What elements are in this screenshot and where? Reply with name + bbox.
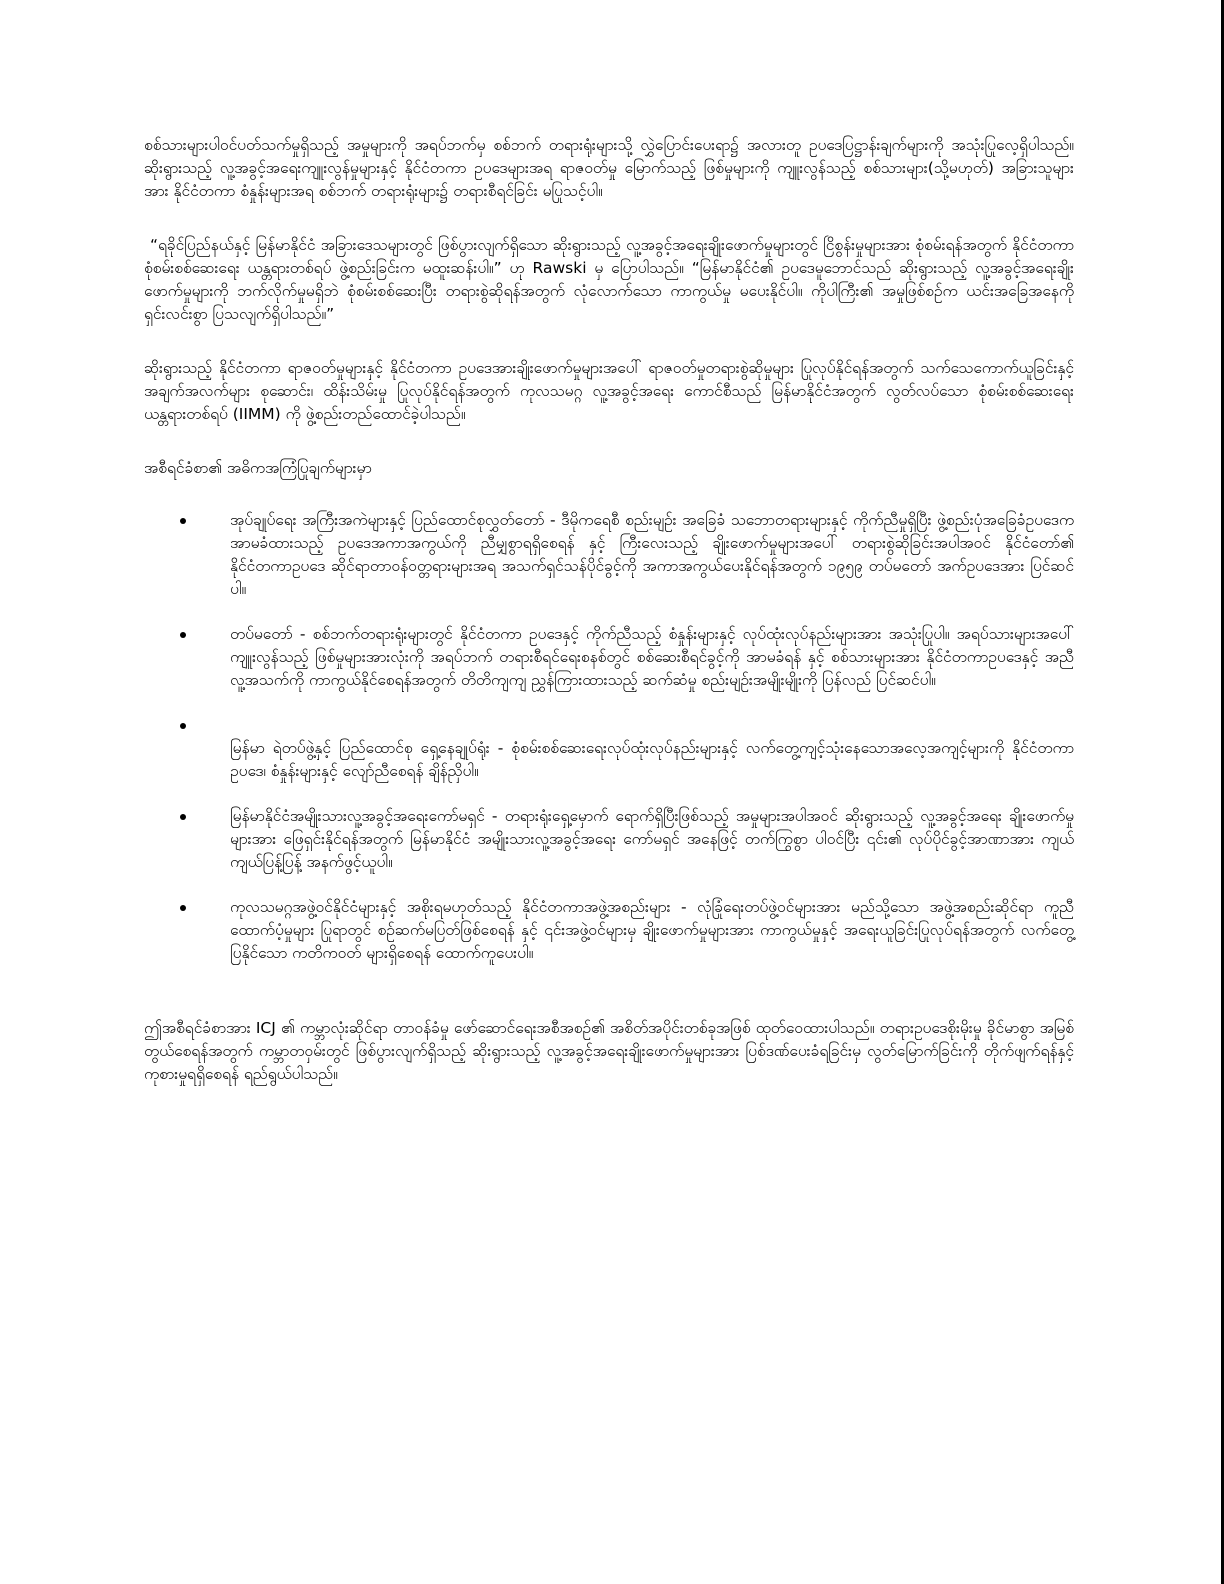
recommendation-item-empty-bullet: [144, 714, 1074, 737]
paragraph-iimm: ဆိုးရွားသည့် နိုင်ငံတကာ ရာဇဝတ်မှုများနှင့် နိုင်ငံတကာ ဥပဒေအားချိုးဖောက်မှုများအပေါ် ရာဇဝတ်မှုတရားစွဲဆိုမှုများ ပြုလုပ်နိုင်ရန်အတွက် သက်သေကောက်ယူခြင်းနှင့် အချက်အလက်များ စုဆောင်း၊ ထိန်းသိမ်းမှု ပြုလုပ်နိုင်ရန်အတွက် ကုလသမဂ္ဂ လူ့အခွင့်အရေး ကောင်စီသည် မြန်မာနိုင်ငံအတွက် လွတ်လပ်သော စုံစမ်းစစ်ဆေးရေး ယန္တရားတစ်ရပ် (IIMM) ကို ဖွဲ့စည်းတည်ထောင်ခဲ့ပါသည်။: [144, 359, 1074, 423]
recommendation-item-un-member-states: [144, 896, 1074, 965]
recommendation-text: အုပ်ချုပ်ရေး အကြီးအကဲများနှင့် ပြည်ထောင်စုလွှတ်တော် - ဒီမိုကရေစီ စည်းမျဉ်း အခြေခံ သဘောတရားများနှင့် ကိုက်ညီမှုရှိပြီး ဖွဲ့စည်းပုံအခြေခံဥပဒေက အာမခံထားသည့် ဥပဒေအကာအကွယ်ကို ညီမျှစွာရရှိစေရန် နှင့် ကြီးလေးသည့် ချိုးဖောက်မှုများအပေါ် တရားစွဲဆိုခြင်းအပါအဝင် နိုင်ငံတော်၏ နိုင်ငံတကာဥပဒေ ဆိုင်ရာတာဝန်ဝတ္တရားများအရ အသက်ရှင်သန်ပိုင်ခွင့်ကို အကာအကွယ်ပေးနိုင်ရန်အတွက် ၁၉၅၉ တပ်မတော် အက်ဥပဒေအား ပြင်ဆင်ပါ။: [230, 511, 1074, 598]
recommendation-item-executive-parliament: [144, 509, 1074, 601]
recommendation-item-mnhrc: [144, 805, 1074, 874]
recommendations-heading: အစီရင်ခံစာ၏ အဓိကအကြံပြုချက်များမှာ: [144, 459, 372, 477]
bullet-icon: [180, 723, 186, 729]
bullet-icon: [180, 905, 186, 911]
recommendation-text: တပ်မတော် - စစ်ဘက်တရားရုံးများတွင် နိုင်ငံတကာ ဥပဒေနှင့် ကိုက်ညီသည့် စံနှုန်းများနှင့် လုပ်ထုံးလုပ်နည်းများအား အသုံးပြုပါ။ အရပ်သားများအပေါ် ကျူးလွန်သည့် ဖြစ်မှုများအားလုံးကို အရပ်ဘက် တရားစီရင်ရေးစနစ်တွင် စစ်ဆေးစီရင်ခွင့်ကို အာမခံရန် နှင့် စစ်သားများအား နိုင်ငံတကာဥပဒေနှင့် အညီ လူ့အသက်ကို ကာကွယ်နိုင်စေရန်အတွက် တိတိကျကျ ညွှန်ကြားထားသည့် ဆက်ဆံမှု စည်းမျဉ်းအမျိုးမျိုးကို ပြန်လည် ပြင်ဆင်ပါ။: [230, 625, 1074, 689]
paragraph-icj-accountability: ဤအစီရင်ခံစာအား ICJ ၏ ကမ္ဘာလုံးဆိုင်ရာ တာဝန်ခံမှု ဖော်ဆောင်ရေးအစီအစဉ်၏ အစိတ်အပိုင်းတစ်ခုအဖြစ် ထုတ်ဝေထားပါသည်။ တရားဥပဒေစိုးမိုးမှု ခိုင်မာစွာ အမြစ်တွယ်စေရန်အတွက် ကမ္ဘာတဝှမ်းတွင် ဖြစ်ပွားလျက်ရှိသည့် ဆိုးရွားသည့် လူ့အခွင့်အရေးချိုးဖောက်မှုများအား ပြစ်ဒဏ်ပေးခံရခြင်းမှ လွတ်မြောက်ခြင်းကို တိုက်ဖျက်ရန်နှင့် ကုစားမှုရရှိစေရန် ရည်ရွယ်ပါသည်။: [144, 1019, 1074, 1083]
recommendation-item-tatmadaw: [144, 623, 1074, 692]
bullet-icon: [180, 814, 186, 820]
document-body: [144, 134, 1074, 1086]
bullet-icon: [180, 518, 186, 524]
recommendation-item-police-attorney-general: [144, 737, 1074, 783]
recommendation-text: ကုလသမဂ္ဂအဖွဲ့ဝင်နိုင်ငံများနှင့် အစိုးရမဟုတ်သည့် နိုင်ငံတကာအဖွဲ့အစည်းများ - လုံခြုံရေးတပ်ဖွဲ့ဝင်များအား မည်သို့သော အဖွဲ့အစည်းဆိုင်ရာ ကူညီထောက်ပံ့မှုများ ပြုရာတွင် စဉ်ဆက်မပြတ်ဖြစ်စေရန် နှင့် ၎င်းအဖွဲ့ဝင်များမှ ချိုးဖောက်မှုများအား ကာကွယ်မှုနှင့် အရေးယူခြင်းပြုလုပ်ရန်အတွက် လက်တွေ့ပြနိုင်သော ကတိကဝတ် များရှိစေရန် ထောက်ကူပေးပါ။: [230, 898, 1074, 962]
paragraph-military-court-transfers: စစ်သားများပါဝင်ပတ်သက်မှုရှိသည့် အမှုများကို အရပ်ဘက်မှ စစ်ဘက် တရားရုံးများသို့ လွှဲပြောင်းပေးရာ၌ အလားတူ ဥပဒေပြဋ္ဌာန်းချက်များကို အသုံးပြုလေ့ရှိပါသည်။ ဆိုးရွားသည့် လူ့အခွင့်အရေးကျူးလွန်မှုများနှင့် နိုင်ငံတကာ ဥပဒေများအရ ရာဇဝတ်မှု မြောက်သည့် ဖြစ်မှုများကို ကျူးလွန်သည့် စစ်သားများ(သို့မဟုတ်) အခြားသူများအား နိုင်ငံတကာ စံနှုန်းများအရ စစ်ဘက် တရားရုံးများ၌ တရားစီရင်ခြင်း မပြုသင့်ပါ။: [144, 136, 1074, 200]
bullet-icon: [180, 632, 186, 638]
recommendation-continuation-text: မြန်မာ ရဲတပ်ဖွဲ့နှင့် ပြည်ထောင်စု ရှေ့နေချုပ်ရုံး - စုံစမ်းစစ်ဆေးရေးလုပ်ထုံးလုပ်နည်းများနှင့် လက်တွေ့ကျင့်သုံးနေသောအလေ့အကျင့်များကို နိုင်ငံတကာ ဥပဒေ၊ စံနှုန်းများနှင့် လျော်ညီစေရန် ချိန်ညှိပါ။: [230, 739, 1074, 780]
recommendations-list: [144, 509, 1074, 965]
paragraph-rawski-quote: “ရခိုင်ပြည်နယ်နှင့် မြန်မာနိုင်ငံ အခြားဒေသများတွင် ဖြစ်ပွားလျက်ရှိသော ဆိုးရွားသည့် လူ့အခွင့်အရေးချိုးဖောက်မှုများတွင် ငြိစွန်းမှုများအား စုံစမ်းရန်အတွက် နိုင်ငံတကာ စုံစမ်းစစ်ဆေးရေး ယန္တရားတစ်ရပ် ဖွဲ့စည်းခြင်းက မထူးဆန်းပါ။” ဟု Rawski မှ ပြောပါသည်။ “မြန်မာနိုင်ငံ၏ ဥပဒေမူဘောင်သည် ဆိုးရွားသည့် လူ့အခွင့်အရေးချိုးဖောက်မှုများကို ဘက်လိုက်မှုမရှိဘဲ စုံစမ်းစစ်ဆေးပြီး တရားစွဲဆိုရန်အတွက် လုံလောက်သော ကာကွယ်မှု မပေးနိုင်ပါ။ ကိုပါကြီး၏ အမှုဖြစ်စဉ်က ယင်းအခြေအနေကို ရှင်းလင်းစွာ ပြသလျက်ရှိပါသည်။”: [144, 236, 1074, 323]
recommendation-text: မြန်မာနိုင်ငံအမျိုးသားလူ့အခွင့်အရေးကော်မရှင် - တရားရုံးရှေ့မှောက် ရောက်ရှိပြီးဖြစ်သည့် အမှုများအပါအဝင် ဆိုးရွားသည့် လူ့အခွင့်အရေး ချိုးဖောက်မှုများအား ဖြေရှင်းနိုင်ရန်အတွက် မြန်မာနိုင်ငံ အမျိုးသားလူ့အခွင့်အရေး ကော်မရှင် အနေဖြင့် တက်ကြွစွာ ပါဝင်ပြီး ၎င်း၏ လုပ်ပိုင်ခွင့်အာဏာအား ကျယ်ကျယ်ပြန့်ပြန့် အနက်ဖွင့်ယူပါ။: [230, 807, 1074, 871]
